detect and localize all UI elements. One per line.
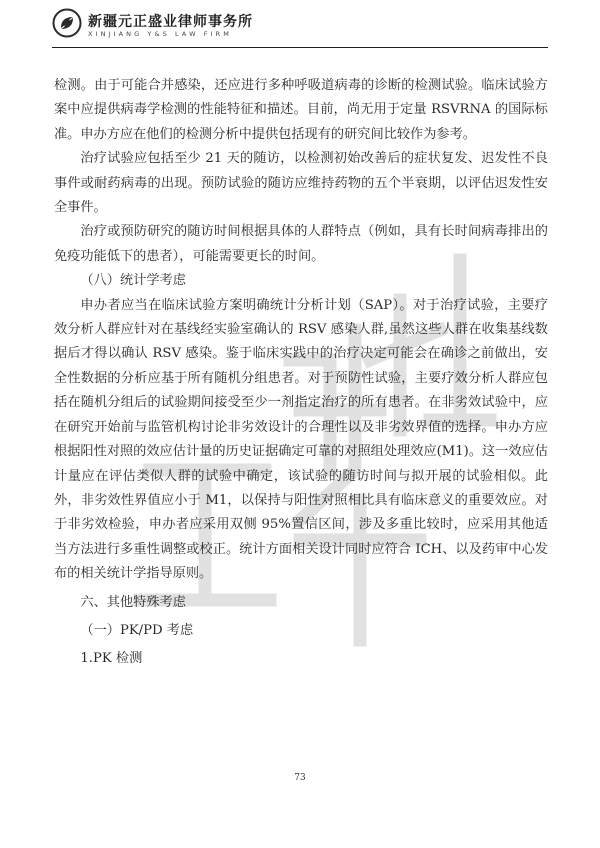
- page-number: 73: [294, 773, 306, 783]
- paragraph-testing: 检测。由于可能合并感染，还应进行多种呼吸道病毒的诊断的检测试验。临床试验方案中应提供病毒学检测的性能特征和描述。目前，尚无用于定量 RSVRNA 的国际标准。申办方应在他们的检测分析中提供包括现有的研究间比较作为参考。: [54, 78, 548, 142]
- heading-statistics: （八）统计学考虑: [80, 273, 186, 289]
- heading-pk-testing: 1.PK 检测: [80, 651, 143, 667]
- heading-pkpd: （一）PK/PD 考虑: [80, 622, 194, 638]
- firm-name-en: XINJIANG Y&S LAW FIRM: [88, 30, 232, 38]
- firm-logo-icon: [52, 8, 82, 38]
- paragraph-statistics: 申办者应当在临床试验方案明确统计分析计划（SAP）。对于治疗试验，主要疗效分析人群应针对在基线经实验室确认的 RSV 感染人群,虽然这些人群在收集基线数据后才得以确认 RSV 感染。鉴于临床实践中的治疗决定可能会在确诊之前做出，安全性数据的分析应基于所有随机分组患者。对于预防性试验，主要疗效分析人群应包括在随机分组后的试验期间接受至少一剂指定治疗的所有患者。在非劣效试验中，应在研究开始前与监管机构讨论非劣效设计的合理性以及非劣效界值的选择。申办方应根据阳性对照的效应估计量的历史证据确定可靠的对照组处理效应(M1)。这一效应估计量应在评估类似人群的试验中确定，该试验的随访时间与拟开展的试验相似。此外，非劣效性界值应小于 M1，以保持与阳性对照相比具有临床意义的重要效应。对于非劣效检验，申办者应采用双侧 95%置信区间，涉及多重比较时，应采用其他适当方法进行多重性调整或校正。统计方面相关设计同时应符合 ICH、以及药审中心发布的相关统计学指导原则。: [54, 297, 548, 582]
- header-rule: [52, 47, 548, 48]
- firm-name-cn: 新疆元正盛业律师事务所: [88, 14, 253, 30]
- document-body: [54, 74, 548, 672]
- heading-special-considerations: 六、其他特殊考虑: [80, 594, 186, 610]
- paragraph-follow-up-duration: 治疗或预防研究的随访时间根据具体的人群特点（例如，具有长时间病毒排出的免疫功能低下的患者），可能需要更长的时间。: [54, 224, 548, 264]
- page-header: [52, 6, 552, 50]
- paragraph-follow-up: 治疗试验应包括至少 21 天的随访，以检测初始改善后的症状复发、迟发性不良事件或耐药病毒的出现。预防试验的随访应维持药物的五个半衰期，以评估迟发性安全事件。: [54, 151, 548, 216]
